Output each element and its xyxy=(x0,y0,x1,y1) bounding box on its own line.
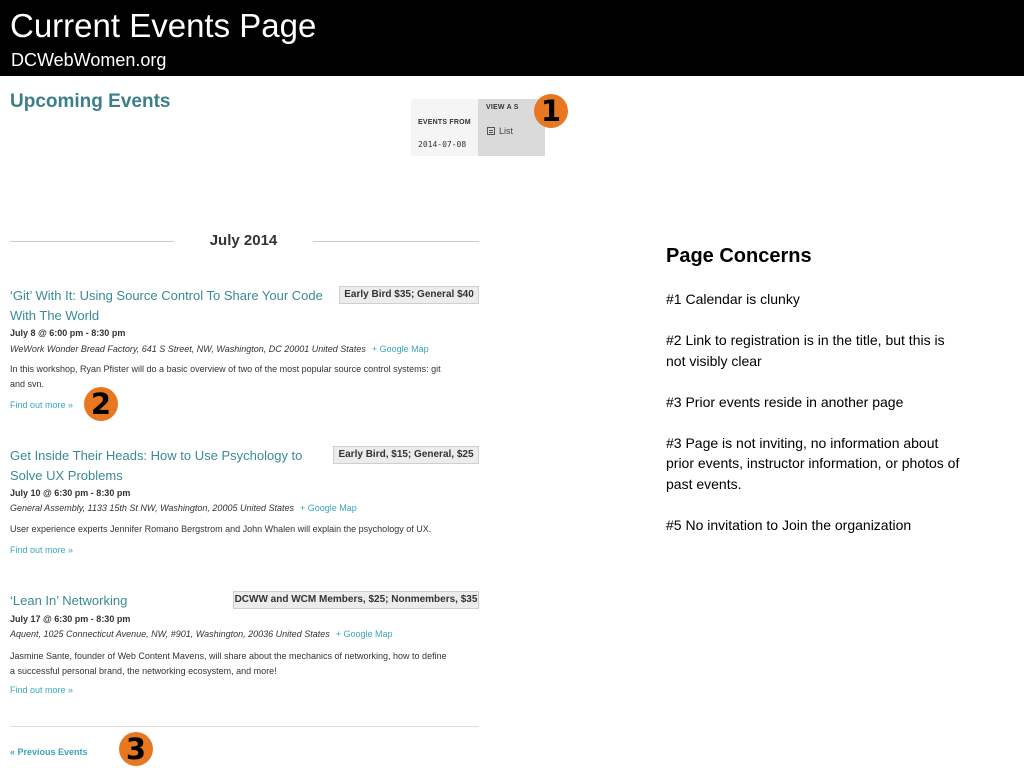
event-venue xyxy=(10,503,357,513)
annotation-badge-1: 1 xyxy=(534,94,568,128)
google-map-link[interactable]: + Google Map xyxy=(371,344,429,354)
event-title-line: Solve UX Problems xyxy=(10,468,123,483)
google-map-link[interactable]: + Google Map xyxy=(335,629,393,639)
event-title-line: ‘Lean In’ Networking xyxy=(10,593,128,608)
view-as-label: VIEW A S xyxy=(486,104,519,111)
concern-item: #2 Link to registration is in the title, but this is not visibly clear xyxy=(666,332,945,369)
concern-item: #3 Page is not inviting, no information about prior events, instructor information, or photos of past events. xyxy=(666,434,960,492)
previous-events-link[interactable]: « Previous Events xyxy=(10,747,88,757)
find-out-more-link[interactable]: Find out more » xyxy=(10,545,74,555)
event-venue-text: General Assembly, 1133 15th St NW, Washington, 20005 United States xyxy=(10,503,294,513)
event-description-line: and svn. xyxy=(10,379,45,389)
event-venue xyxy=(10,629,393,639)
event-description-line: User experience experts Jennifer Romano Bergstrom and John Whalen will explain the psychology of UX. xyxy=(10,524,432,534)
event-title-line: Get Inside Their Heads: How to Use Psychology to xyxy=(10,448,303,463)
event-description-line: Jasmine Sante, founder of Web Content Mavens, will share about the mechanics of networking, how to define xyxy=(10,651,447,661)
events-from-control[interactable] xyxy=(411,99,478,156)
event-date: July 10 @ 6:30 pm - 8:30 pm xyxy=(10,488,131,498)
event-title-link[interactable] xyxy=(10,286,330,326)
slide-header xyxy=(0,0,1024,76)
event-description xyxy=(10,362,480,392)
view-list-option[interactable] xyxy=(487,126,513,136)
month-divider-left xyxy=(10,241,174,242)
events-from-label: EVENTS FROM xyxy=(418,119,471,126)
find-out-more-link[interactable]: Find out more » xyxy=(10,685,74,695)
slide-title: Current Events Page xyxy=(10,7,317,44)
concern-item: #3 Prior events reside in another page xyxy=(666,393,904,410)
events-from-date[interactable]: 2014-07-08 xyxy=(418,140,467,149)
month-heading: July 2014 xyxy=(209,232,278,249)
slide-subtitle: DCWebWomen.org xyxy=(11,50,167,70)
month-divider-right xyxy=(313,241,479,242)
event-title-line: ‘Git’ With It: Using Source Control To Share Your Code xyxy=(10,288,323,303)
event-description xyxy=(10,522,480,537)
event-title-link[interactable] xyxy=(10,446,330,486)
event-description-line: a successful personal brand, the networking ecosystem, and more! xyxy=(10,666,277,676)
event-venue-text: Aquent, 1025 Connecticut Avenue, NW, #901, Washington, 20036 United States xyxy=(10,629,330,639)
event-description-line: In this workshop, Ryan Pfister will do a basic overview of two of the most popular source control systems: git xyxy=(10,364,441,374)
event-date: July 17 @ 6:30 pm - 8:30 pm xyxy=(10,614,131,624)
annotation-badge-2: 2 xyxy=(84,387,118,421)
event-cost-tag: DCWW and WCM Members, $25; Nonmembers, $35 xyxy=(233,591,479,609)
event-cost-tag: Early Bird $35; General $40 xyxy=(339,286,479,304)
event-venue xyxy=(10,344,429,354)
concern-item: #5 No invitation to Join the organization xyxy=(666,516,912,533)
view-list-label: List xyxy=(499,126,514,136)
list-view-icon xyxy=(487,127,495,135)
find-out-more-link[interactable]: Find out more » xyxy=(10,400,74,410)
page-title: Upcoming Events xyxy=(10,91,171,112)
concerns-title: Page Concerns xyxy=(666,245,812,267)
list-bottom-divider xyxy=(10,726,479,727)
annotation-badge-3: 3 xyxy=(119,732,153,766)
event-venue-text: WeWork Wonder Bread Factory, 641 S Street, NW, Washington, DC 20001 United States xyxy=(10,344,366,354)
concern-item: #1 Calendar is clunky xyxy=(666,291,800,307)
event-filter-bar xyxy=(411,99,545,156)
event-date: July 8 @ 6:00 pm - 8:30 pm xyxy=(10,328,126,338)
page-concerns-panel xyxy=(666,243,966,556)
event-description xyxy=(10,649,480,679)
google-map-link[interactable]: + Google Map xyxy=(300,503,357,513)
event-cost-tag: Early Bird, $15; General, $25 xyxy=(333,446,479,464)
events-page-screenshot xyxy=(0,76,562,768)
event-title-line: With The World xyxy=(10,308,100,323)
